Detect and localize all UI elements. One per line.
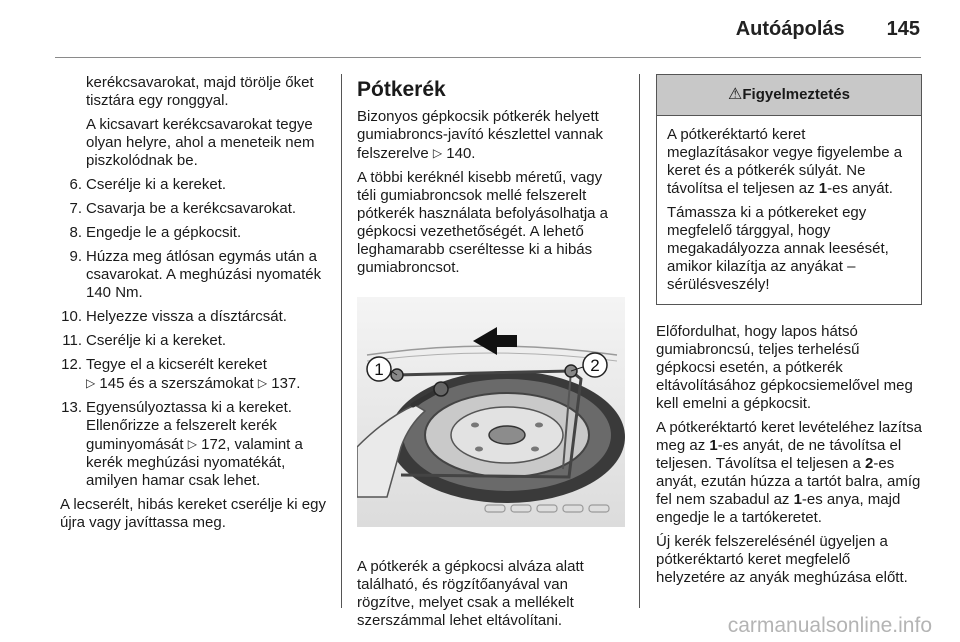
- list-item: 6. Cserélje ki a kereket.: [69, 176, 227, 193]
- list-item: 12. Tegye el a kicserélt kereket ▷ 145 és a szerszámokat ▷ 137.: [61, 356, 301, 392]
- body-paragraph-2: A pótkeréktartó keret levételéhez lazítsa meg az 1-es anyát, de ne távolítsa el teljesen. Távolítsa el teljesen a 2-es anyát, ezután húzza a tartót balra, amíg fel nem szabadul az 1-es anya, majd engedje le a tartókeretet.: [656, 419, 922, 526]
- page-ref-icon: ▷: [187, 437, 197, 451]
- page-ref-icon: ▷: [432, 146, 443, 160]
- page-ref-link[interactable]: 140.: [446, 145, 476, 162]
- warning-paragraph-1: A pótkeréktartó keret meglazításakor vegye figyelembe a keret és a pótkerék súlyát. Ne távolítsa el teljesen az 1-es anyát.: [667, 126, 903, 197]
- continued-paragraph-2: A kicsavart kerékcsavarokat tegye olyan helyre, ahol a meneteik nem piszkolódnak be.: [86, 116, 315, 169]
- callout-label-1: 1: [374, 360, 384, 379]
- list-item: 9. Húzza meg átlósan egymás után a csavarokat. A meghúzási nyomaték 140 Nm.: [69, 248, 322, 301]
- warning-body: [657, 116, 921, 304]
- warning-box: [656, 74, 922, 305]
- section-title: Pótkerék: [357, 78, 446, 101]
- watermark: carmanualsonline.info: [727, 614, 932, 637]
- column-divider-2: [639, 74, 640, 608]
- chapter-title: Autóápolás: [735, 18, 845, 40]
- warning-paragraph-2: Támassza ki a pótkereket egy megfelelő tárggyal, hogy megakadályozza annak leesését, amikor kilazítja az anyákat – sérülésveszély!: [667, 204, 889, 293]
- callout-label-2: 2: [590, 356, 600, 375]
- page-ref-icon: ▷: [257, 376, 268, 390]
- warning-header: [657, 75, 921, 116]
- page-number: 145: [886, 18, 920, 40]
- spare-wheel-illustration: [357, 297, 625, 527]
- list-item: 7. Csavarja be a kerékcsavarokat.: [69, 200, 297, 217]
- page-ref-link[interactable]: 172: [201, 436, 227, 453]
- page-header: [736, 18, 920, 48]
- page-ref-link[interactable]: 145: [99, 375, 125, 392]
- page-ref-link[interactable]: 137.: [271, 375, 301, 392]
- column-2: [357, 74, 625, 636]
- list-item: 11. Cserélje ki a kereket.: [62, 332, 227, 349]
- body-paragraph-3: Új kerék felszerelésénél ügyeljen a pótkeréktartó keret megfelelő helyzetére az anyák meghúzása előtt.: [656, 533, 908, 586]
- page-ref-icon: ▷: [86, 376, 96, 390]
- figure-caption: A pótkerék a gépkocsi alváza alatt található, és rögzítőanyával van rögzítve, melyet csak a mellékelt szerszámmal lehet eltávolítani.: [357, 558, 584, 629]
- column-1: [60, 74, 328, 538]
- steps-list: [60, 176, 328, 490]
- continued-paragraph-1: kerékcsavarokat, majd törölje őket tisztára egy ronggyal.: [86, 74, 314, 109]
- closing-paragraph: A lecserélt, hibás kereket cserélje ki egy újra vagy javíttassa meg.: [60, 496, 326, 531]
- list-item: 13. Egyensúlyoztassa ki a kereket. Ellenőrizze a felszerelt kerék guminyomását ▷ 172, valamint a kerék meghúzási nyomatékát, amilyen hamar csak lehet.: [61, 399, 303, 489]
- body-paragraph: A többi keréknél kisebb méretű, vagy téli gumiabroncsok mellé felszerelt pótkerék használata befolyásolhatja a gépkocsi vezethetőségét. A lehető leghamarabb cseréltesse ki a hibás gumiabroncsot.: [357, 169, 609, 276]
- body-paragraph-1: Előfordulhat, hogy lapos hátsó gumiabroncsú, teljes terhelésű gépkocsi esetén, a pótkerék eltávolításához gépkocsiemelővel meg kell emelni a gépkocsit.: [656, 323, 913, 412]
- list-item: 10. Helyezze vissza a dísztárcsát.: [61, 308, 287, 325]
- header-divider: [55, 57, 921, 58]
- column-divider-1: [341, 74, 342, 608]
- list-item: 8. Engedje le a gépkocsit.: [69, 224, 242, 241]
- column-3: [656, 74, 922, 593]
- warning-triangle-icon: ⚠: [728, 86, 743, 103]
- warning-title: Figyelmeztetés: [742, 86, 850, 103]
- intro-paragraph: Bizonyos gépkocsik pótkerék helyett gumiabroncs-javító készlettel vannak felszerelve ▷ 140.: [357, 108, 603, 162]
